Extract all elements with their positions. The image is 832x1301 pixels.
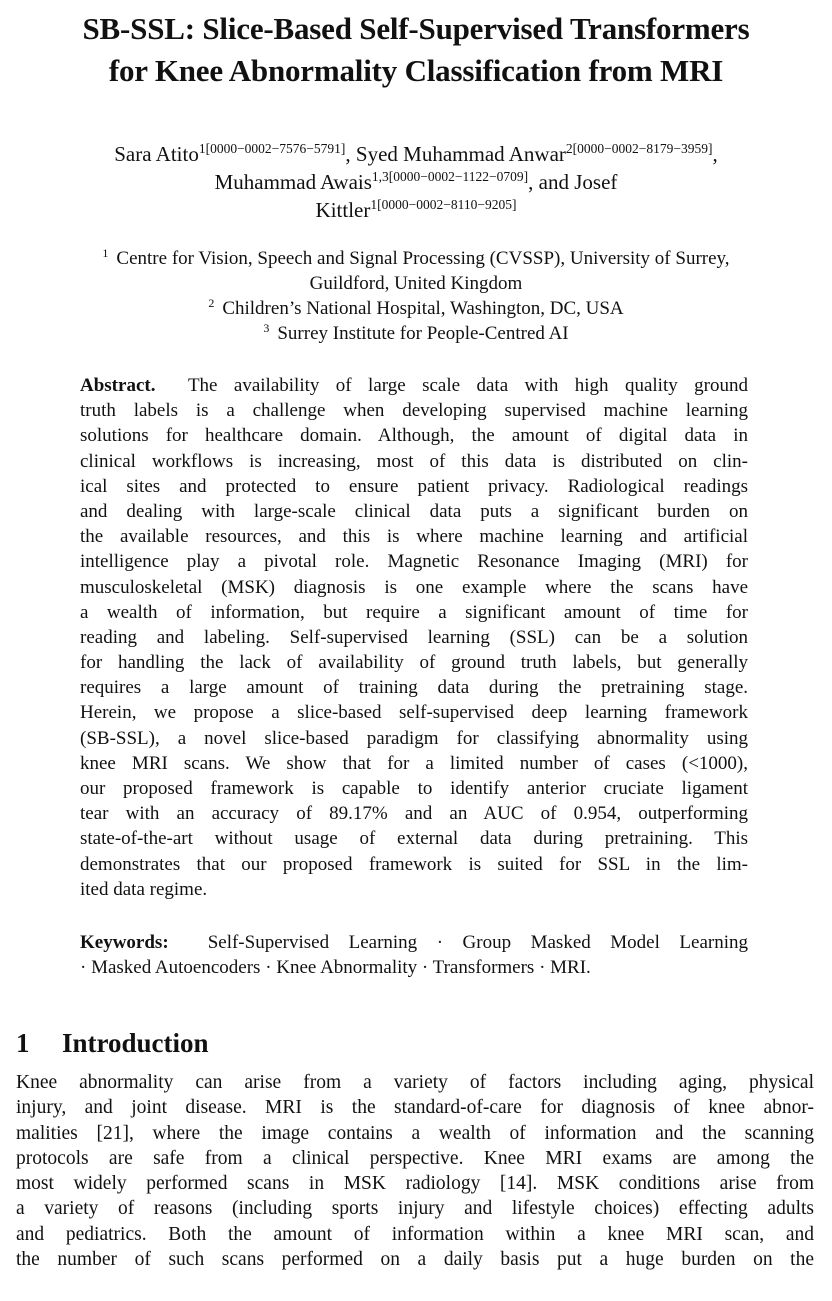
- affiliation-line: $^2$ Children’s National Hospital, Washington, DC, USA: [208, 296, 624, 319]
- abstract-line: state-of-the-art without usage of external data during pretraining. This: [80, 828, 748, 850]
- section-title: Introduction: [62, 1028, 209, 1058]
- author-affiliation-orcid: 1[0000−0002−7576−5791]: [198, 141, 346, 156]
- keywords-label: Keywords:: [80, 932, 169, 953]
- affiliation-mark: 2: [208, 296, 215, 310]
- abstract-line: intelligence play a pivotal role. Magnetic Resonance Imaging (MRI) for: [80, 551, 748, 573]
- author-name: Kittler: [315, 198, 371, 222]
- abstract-line: and dealing with large-scale clinical data puts a significant burden on: [80, 500, 748, 522]
- author-line: [0, 196, 832, 224]
- affiliation-line: $^3$ Surrey Institute for People-Centred AI: [263, 321, 569, 344]
- author-name: Josef: [574, 170, 618, 194]
- section-heading-introduction: [16, 1025, 209, 1061]
- body-line: Knee abnormality can arise from a variety of factors including aging, physical: [16, 1072, 814, 1093]
- abstract-line: Herein, we propose a slice-based self-supervised deep learning framework: [80, 702, 748, 724]
- abstract: [80, 373, 748, 902]
- abstract-line: the available resources, and this is where machine learning and artificial: [80, 526, 748, 548]
- abstract-line: clinical workflows is increasing, most of this data is distributed on clin-: [80, 450, 748, 472]
- abstract-line: Abstract. The availability of large scale data with high quality ground: [80, 375, 748, 396]
- author-name: Muhammad Awais: [214, 170, 372, 194]
- keywords-line: · Masked Autoencoders · Knee Abnormality · Transformers · MRI.: [80, 957, 591, 979]
- abstract-line: ical sites and protected to ensure patient privacy. Radiological readings: [80, 475, 748, 497]
- author-name: Syed Muhammad Anwar: [355, 142, 566, 166]
- affiliation-list: [0, 246, 832, 346]
- abstract-line: truth labels is a challenge when developing supervised machine learning: [80, 400, 748, 422]
- body-line: most widely performed scans in MSK radiology [14]. MSK conditions arise from: [16, 1173, 814, 1195]
- abstract-line: (SB-SSL), a novel slice-based paradigm for classifying abnormality using: [80, 727, 748, 749]
- author-list: [0, 140, 832, 224]
- introduction-paragraph: [16, 1070, 814, 1272]
- body-line: the number of such scans performed on a daily basis put a huge burden on the: [16, 1249, 814, 1271]
- abstract-label: Abstract.: [80, 375, 156, 396]
- author-affiliation-orcid: 2[0000−0002−8179−3959]: [565, 141, 713, 156]
- author-affiliation-orcid: 1[0000−0002−8110−9205]: [370, 197, 517, 212]
- title-line: SB-SSL: Slice-Based Self-Supervised Transformers: [82, 11, 750, 46]
- abstract-line: a wealth of information, but require a significant amount of time for: [80, 601, 748, 623]
- abstract-line: ited data regime.: [80, 878, 208, 900]
- abstract-line: knee MRI scans. We show that for a limited number of cases (<1000),: [80, 752, 748, 774]
- author-name: Sara Atito: [114, 142, 199, 166]
- abstract-line: solutions for healthcare domain. Although, the amount of digital data in: [80, 425, 748, 447]
- affiliation-line: Guildford, United Kingdom: [309, 273, 523, 294]
- abstract-line: reading and labeling. Self-supervised learning (SSL) can be a solution: [80, 626, 748, 648]
- author-line: Muhammad Awais$^{1,3[0000-0002-1122-0709]}$, and Josef: [214, 169, 618, 194]
- abstract-line: tear with an accuracy of 89.17% and an AUC of 0.954, outperforming: [80, 803, 748, 825]
- body-line: protocols are safe from a clinical perspective. Knee MRI exams are among the: [16, 1147, 814, 1169]
- body-line: injury, and joint disease. MRI is the standard-of-care for diagnosis of knee abnor-: [16, 1097, 814, 1119]
- abstract-line: for handling the lack of availability of ground truth labels, but generally: [80, 652, 748, 674]
- section-number: 1: [16, 1028, 30, 1058]
- abstract-line: our proposed framework is capable to identify anterior cruciate ligament: [80, 778, 748, 799]
- author-line: Sara Atito$^{1[0000-0002-7576-5791]}$, Syed Muhammad Anwar$^{2[0000-0002-8179-3959]}$,: [114, 141, 718, 166]
- body-line: and pediatrics. Both the amount of information within a knee MRI scan, and: [16, 1223, 814, 1245]
- affiliation-mark: 3: [263, 321, 270, 335]
- abstract-line: demonstrates that our proposed framework is suited for SSL in the lim-: [80, 853, 748, 875]
- abstract-line: musculoskeletal (MSK) diagnosis is one example where the scans have: [80, 576, 748, 598]
- body-line: malities [21], where the image contains a wealth of information and the scanning: [16, 1122, 814, 1144]
- affiliation-line: $^1$ Centre for Vision, Speech and Signal Processing (CVSSP), University of Surrey,: [102, 246, 730, 269]
- title-line: for Knee Abnormality Classification from MRI: [108, 53, 724, 88]
- body-line: a variety of reasons (including sports injury and lifestyle choices) effecting adults: [16, 1198, 814, 1220]
- author-affiliation-orcid: 1,3[0000−0002−1122−0709]: [371, 169, 529, 184]
- keywords-line: Keywords: Self-Supervised Learning · Group Masked Model Learning: [80, 932, 748, 953]
- abstract-line: requires a large amount of training data during the pretraining stage.: [80, 677, 748, 699]
- affiliation-mark: 1: [102, 246, 109, 260]
- paper-title: [0, 8, 832, 92]
- keywords: [80, 930, 748, 980]
